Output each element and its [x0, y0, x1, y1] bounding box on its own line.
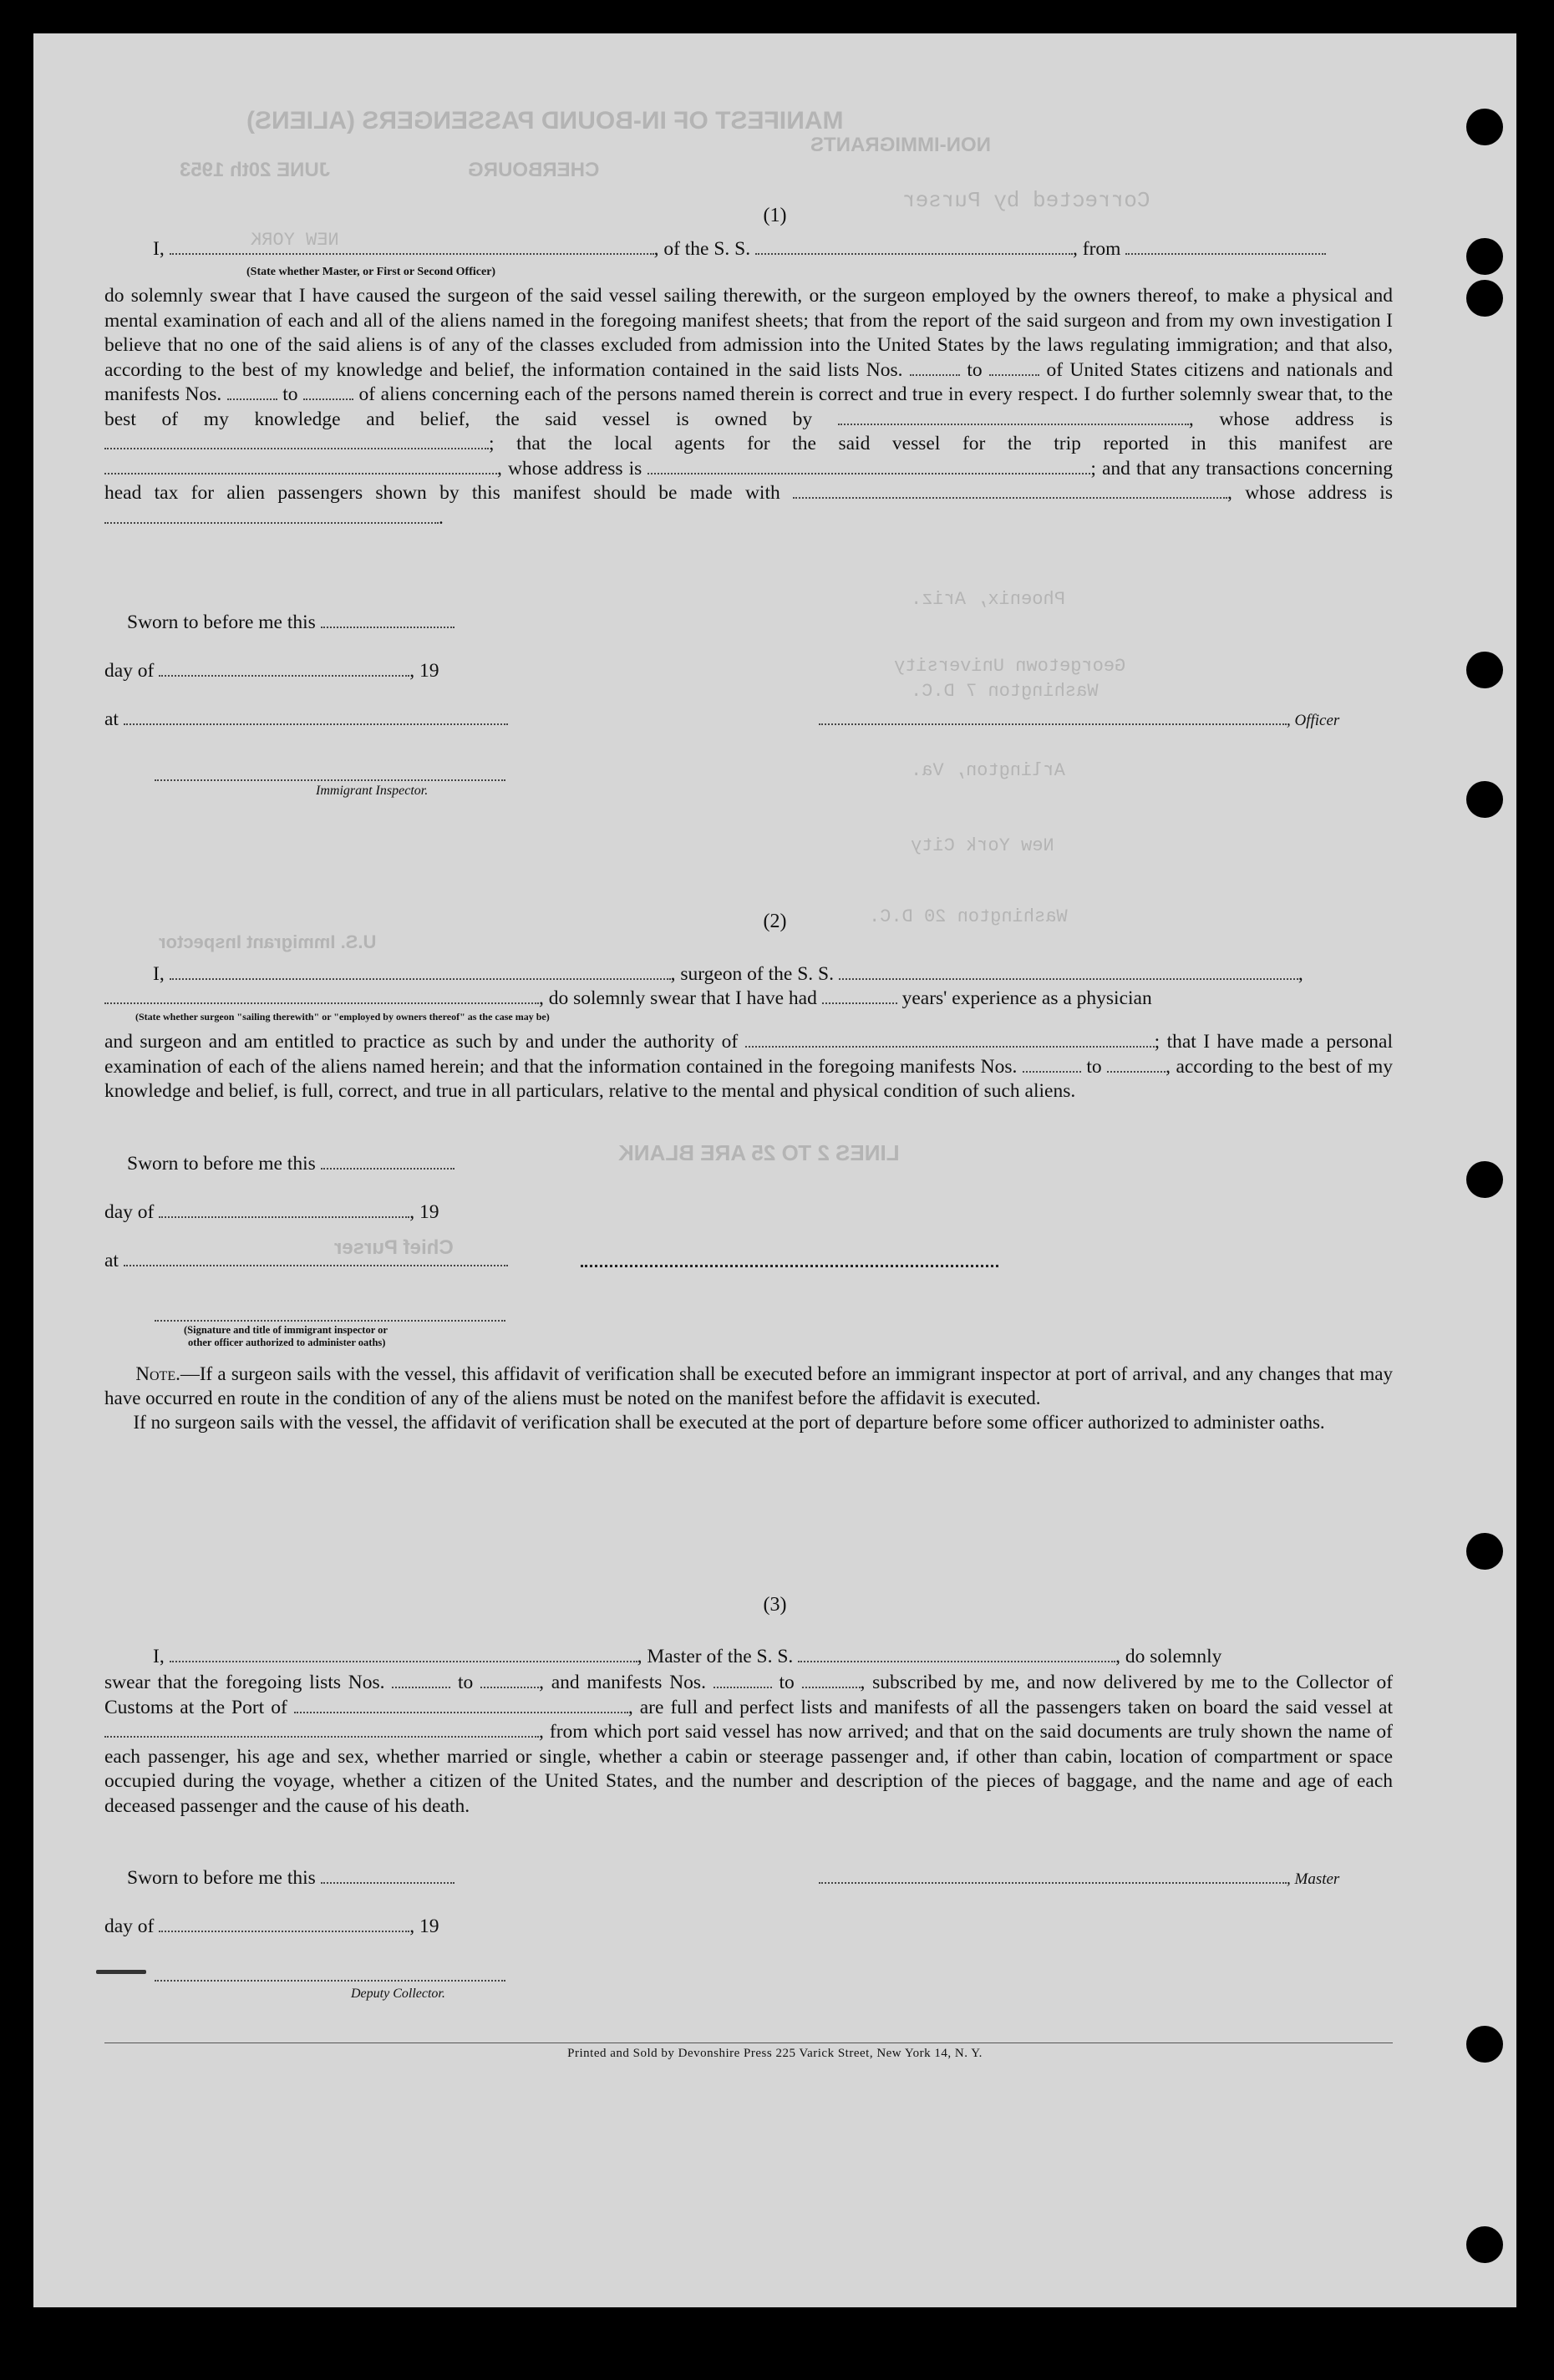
punch-hole — [1466, 781, 1503, 818]
section-3-opening: I, , Master of the S. S. , do solemnly — [153, 1646, 1222, 1667]
surgeon-signature-field[interactable] — [581, 1250, 998, 1267]
section-3-number: (3) — [763, 1594, 787, 1616]
master-lists-to-field[interactable] — [480, 1672, 539, 1688]
head-tax-address-field[interactable] — [104, 507, 439, 524]
lists-from-field[interactable] — [910, 359, 960, 376]
ghost-city: NEW YORK — [251, 230, 339, 251]
inspector-signature-line[interactable] — [155, 779, 505, 781]
oath-officer-signature-line[interactable] — [155, 1320, 505, 1322]
customs-port-field[interactable] — [294, 1697, 628, 1713]
lists-to-field[interactable] — [989, 359, 1039, 376]
master-signature-field[interactable] — [819, 1867, 1287, 1884]
manifest-back-page — [33, 33, 1516, 2307]
printer-imprint: Printed and Sold by Devonshire Press 225 Varick Street, New York 14, N. Y. — [567, 2047, 983, 2060]
section-1-officer-signature: , Officer — [819, 708, 1339, 731]
owner-address-field[interactable] — [104, 433, 489, 449]
local-agents-field[interactable] — [104, 458, 497, 474]
section-3-oath-body: swear that the foregoing lists Nos. to , and manifests Nos. to , subscribed by me, and now delivered by me to the Collector of Customs at the Port of , are full and perfect lists and manifests of all the passengers taken on board the said vessel at , from which port said vessel has now arrived; and that on the said documents are truly shown the name of each passenger, his age and sex, whether married or single, whether a cabin or steerage passenger and, if other than cabin, location of compartment or space occupied during the voyage, whether a citizen of the United States, and the number and description of the pieces of baggage, and the name and age of each deceased passenger and the cause of his death. — [104, 1672, 1394, 1817]
surgeon-note: Note.—If a surgeon sails with the vessel, this affidavit of verification shall be executed before an immigrant inspector at port of arrival, and any changes that may have occurred en route in the condition of any of the aliens must be noted on the manifest before the affidavit is executed. If no surgeon sails with the vessel, the affidavit of verification shall be executed at the port of departure before some officer authorized to administer oaths. — [104, 1363, 1394, 1433]
surgeon-manifests-to-field[interactable] — [1107, 1056, 1166, 1073]
punch-hole — [1466, 280, 1503, 317]
master-lists-from-field[interactable] — [392, 1672, 450, 1688]
section-2-at: at — [104, 1250, 508, 1272]
section-3-day-of: day of , 19 — [104, 1916, 439, 1937]
ghost-header-from: CHERBOURG — [468, 159, 600, 181]
ghost-officer: Corrected by Purser — [902, 188, 1150, 213]
officer-rank-note: (State whether Master, or First or Second Officer) — [246, 266, 496, 278]
surgeon-sworn-month-field[interactable] — [159, 1201, 409, 1218]
section-1-opening: I, , of the S. S. , from — [153, 238, 1326, 261]
collector-signature-line[interactable] — [155, 1980, 505, 1982]
section-1-oath-body: do solemnly swear that I have caused the surgeon of the said vessel sailing therewith, or the surgeon employed by the owners thereof, to make a physical and mental examination of each and all of the aliens named in the foregoing manifest sheets; that from the report of the said surgeon and from my own investigation I believe that no one of the said aliens is of any of the classes excluded from admission into the United States by the laws regulating immigration; and that also, according to the best of my knowledge and belief, the information contained in the said lists Nos. to of United States citizens and nationals and manifests Nos. to of aliens concerning each of the persons named therein is correct and true in every respect. I do further solemnly swear that, to the best of my knowledge and belief, the said vessel is owned by , whose address is ; that the local agents for the said vessel for the trip reported in this manifest are , whose address is ; and that any transactions concerning head tax for alien passengers shown by this manifest should be made with , whose address is . — [104, 285, 1394, 529]
surgeon-sworn-place-field[interactable] — [124, 1250, 508, 1266]
ghost-inspector: U.S. Immigrant Inspector — [159, 931, 377, 952]
sworn-place-field[interactable] — [124, 708, 508, 725]
surgeon-sworn-day-field[interactable] — [321, 1153, 455, 1170]
punch-hole — [1466, 109, 1503, 145]
sworn-month-field[interactable] — [159, 660, 409, 677]
ghost-row: Arlington, Va. — [911, 760, 1065, 781]
punch-hole — [1466, 652, 1503, 688]
section-2-surgeon-signature — [581, 1250, 998, 1273]
section-1-day-of: day of , 19 — [104, 660, 439, 682]
ghost-row: Phoenix, Ariz. — [911, 589, 1065, 610]
surgeon-status-note: (State whether surgeon "sailing therewith" or "employed by owners thereof" as the case may be) — [135, 1011, 550, 1023]
punch-hole — [1466, 2226, 1503, 2263]
agents-address-field[interactable] — [648, 458, 1090, 474]
manifests-from-field[interactable] — [227, 383, 277, 400]
section-1-at: at — [104, 708, 508, 731]
section-2-oath-body: and surgeon and am entitled to practice as such by and under the authority of ; that I have made a personal examination of each of the aliens named herein; and that the information contained in the foregoing manifests Nos. to , according to the best of my knowledge and belief, is full, correct, and true in all particulars, relative to the mental and physical condition of such aliens. — [104, 1031, 1394, 1102]
ghost-header-title: MANIFEST OF IN-BOUND PASSENGERS (ALIENS) — [246, 107, 844, 134]
ghost-row: New York City — [911, 835, 1054, 856]
master-manifests-to-field[interactable] — [802, 1672, 861, 1688]
surgeon-status-field[interactable] — [104, 987, 539, 1004]
officer-name-field[interactable] — [170, 238, 654, 255]
ghost-row: Georgetown University — [894, 656, 1126, 677]
manifests-to-field[interactable] — [303, 383, 353, 400]
ghost-row: Washington 7 D.C. — [911, 681, 1099, 702]
section-2-number: (2) — [763, 911, 787, 932]
punch-hole — [1466, 1161, 1503, 1198]
master-sworn-day-field[interactable] — [321, 1867, 455, 1884]
section-2-sworn: Sworn to before me this — [127, 1153, 455, 1175]
punch-hole — [1466, 1533, 1503, 1570]
ship-name-field[interactable] — [755, 238, 1073, 255]
signature-note-1: (Signature and title of immigrant inspector or — [184, 1324, 388, 1336]
section-2-swear: , do solemnly swear that I have had years' experience as a physician — [104, 987, 1152, 1010]
section-1-number: (1) — [763, 205, 787, 226]
punch-hole — [1466, 238, 1503, 275]
section-3-sworn: Sworn to before me this — [127, 1867, 455, 1890]
surgeon-name-field[interactable] — [170, 963, 671, 980]
master-name-field[interactable] — [170, 1646, 637, 1662]
master-sworn-month-field[interactable] — [159, 1916, 409, 1932]
ink-mark — [96, 1970, 146, 1974]
officer-signature-field[interactable] — [819, 708, 1287, 725]
deputy-collector-label: Deputy Collector. — [351, 1987, 445, 2001]
head-tax-contact-field[interactable] — [793, 482, 1227, 499]
vessel-owner-field[interactable] — [838, 409, 1189, 425]
surgeon-manifests-from-field[interactable] — [1023, 1056, 1081, 1073]
departure-port-field[interactable] — [1125, 238, 1326, 255]
ghost-header-nonimmigrants: NON-IMMIGRANTS — [810, 134, 991, 156]
section-3-master-signature: , Master — [819, 1867, 1339, 1890]
section-2-day-of: day of , 19 — [104, 1201, 439, 1223]
sworn-day-field[interactable] — [321, 611, 455, 628]
ghost-signature: Chief Purser — [334, 1236, 454, 1259]
signature-note-2: other officer authorized to administer oaths) — [188, 1337, 386, 1348]
practice-authority-field[interactable] — [745, 1031, 1155, 1048]
boarding-port-field[interactable] — [104, 1721, 539, 1738]
section-1-sworn: Sworn to before me this — [127, 611, 455, 634]
ghost-row: Washington 20 D.C. — [869, 906, 1068, 927]
immigrant-inspector-label: Immigrant Inspector. — [316, 784, 429, 798]
surgeon-ship-field[interactable] — [839, 963, 1298, 980]
ghost-stamp: LINES 2 TO 25 ARE BLANK — [618, 1140, 900, 1165]
years-experience-field[interactable] — [822, 987, 897, 1004]
ghost-header-date: JUNE 20th 1953 — [180, 159, 331, 181]
master-manifests-from-field[interactable] — [714, 1672, 772, 1688]
section-2-opening: I, , surgeon of the S. S. , — [153, 963, 1303, 985]
master-ship-field[interactable] — [798, 1646, 1115, 1662]
